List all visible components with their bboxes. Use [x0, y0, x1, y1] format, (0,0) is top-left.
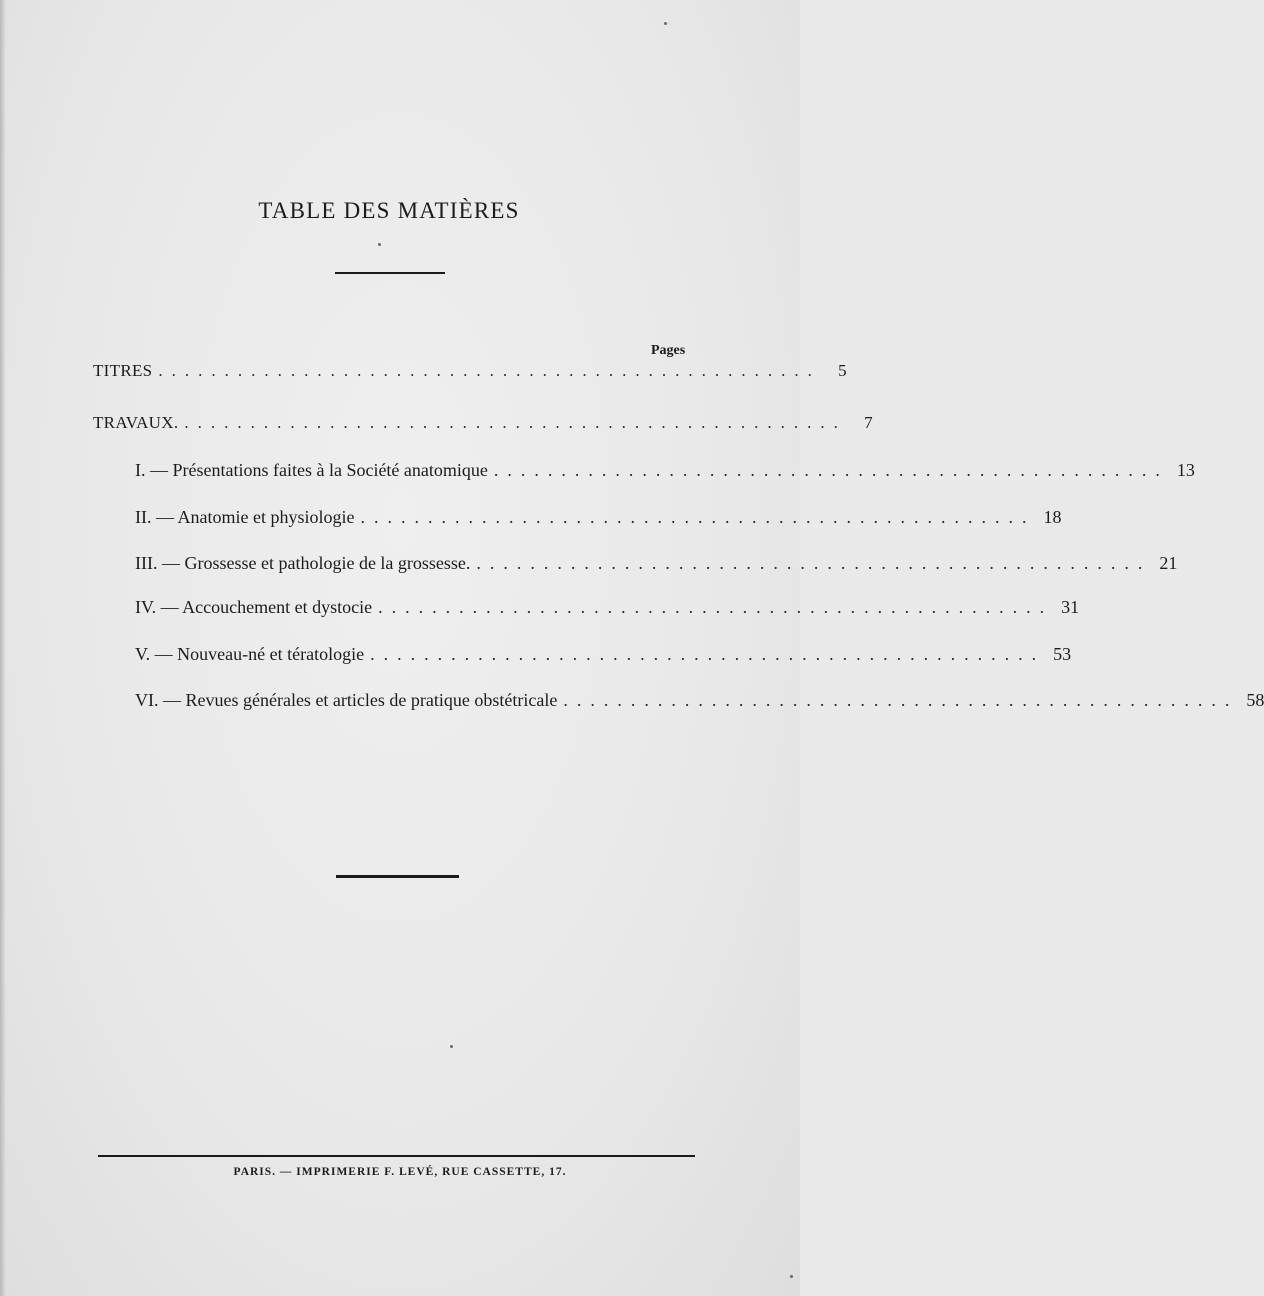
toc-page-number: 5 [838, 361, 847, 380]
dot-leader: .................................................. [476, 553, 1152, 573]
toc-entry-label: V. — Nouveau-né et tératologie [135, 644, 365, 664]
printer-imprint: PARIS. — IMPRIMERIE F. LEVÉ, RUE CASSETTE, 17. [233, 1166, 567, 1178]
toc-page-number: 31 [1061, 597, 1080, 617]
toc-entry-label: VI. — Revues générales et articles de pratique obstétricale [135, 690, 558, 710]
pages-column-header: Pages [651, 343, 686, 358]
toc-section-label: TITRES [93, 361, 153, 380]
toc-entry-label: IV. — Accouchement et dystocie [135, 597, 373, 617]
toc-entry [135, 507, 1062, 528]
toc-entry [135, 690, 1264, 711]
toc-entry [135, 460, 1195, 481]
page-title: TABLE DES MATIÈRES [258, 198, 520, 223]
toc-entry-label: III. — Grossesse et pathologie de la grossesse. [135, 553, 471, 573]
paper-speck [378, 243, 381, 246]
toc-entry [135, 644, 1072, 665]
toc-page-number: 21 [1159, 553, 1178, 573]
toc-entry-label: II. — Anatomie et physiologie [135, 507, 355, 527]
dot-leader: .................................................. [563, 690, 1239, 710]
toc-page-number: 58 [1246, 690, 1264, 710]
toc-entry [135, 553, 1178, 574]
dot-leader: .................................................. [370, 644, 1046, 664]
toc-page-number: 13 [1176, 460, 1195, 480]
toc-section-titres [93, 361, 847, 381]
dot-leader: .................................................. [378, 597, 1054, 617]
title-divider [335, 272, 445, 274]
dot-leader: .................................................. [184, 413, 847, 432]
toc-entry [135, 597, 1080, 618]
toc-section-label: TRAVAUX. [93, 413, 179, 432]
toc-page-number: 7 [864, 413, 873, 432]
closing-divider [336, 875, 459, 878]
toc-section-travaux [93, 413, 873, 433]
toc-page-number: 18 [1043, 507, 1062, 527]
toc-page-number: 53 [1053, 644, 1072, 664]
paper-speck [790, 1275, 793, 1278]
dot-leader: .................................................. [158, 361, 821, 380]
page-edge-shadow [0, 0, 6, 1296]
dot-leader: .................................................. [360, 507, 1036, 527]
toc-entry-label: I. — Présentations faites à la Société anatomique [135, 460, 488, 480]
dot-leader: .................................................. [493, 460, 1169, 480]
paper-speck [664, 22, 667, 25]
paper-speck [450, 1045, 453, 1048]
footer-rule [98, 1155, 695, 1157]
